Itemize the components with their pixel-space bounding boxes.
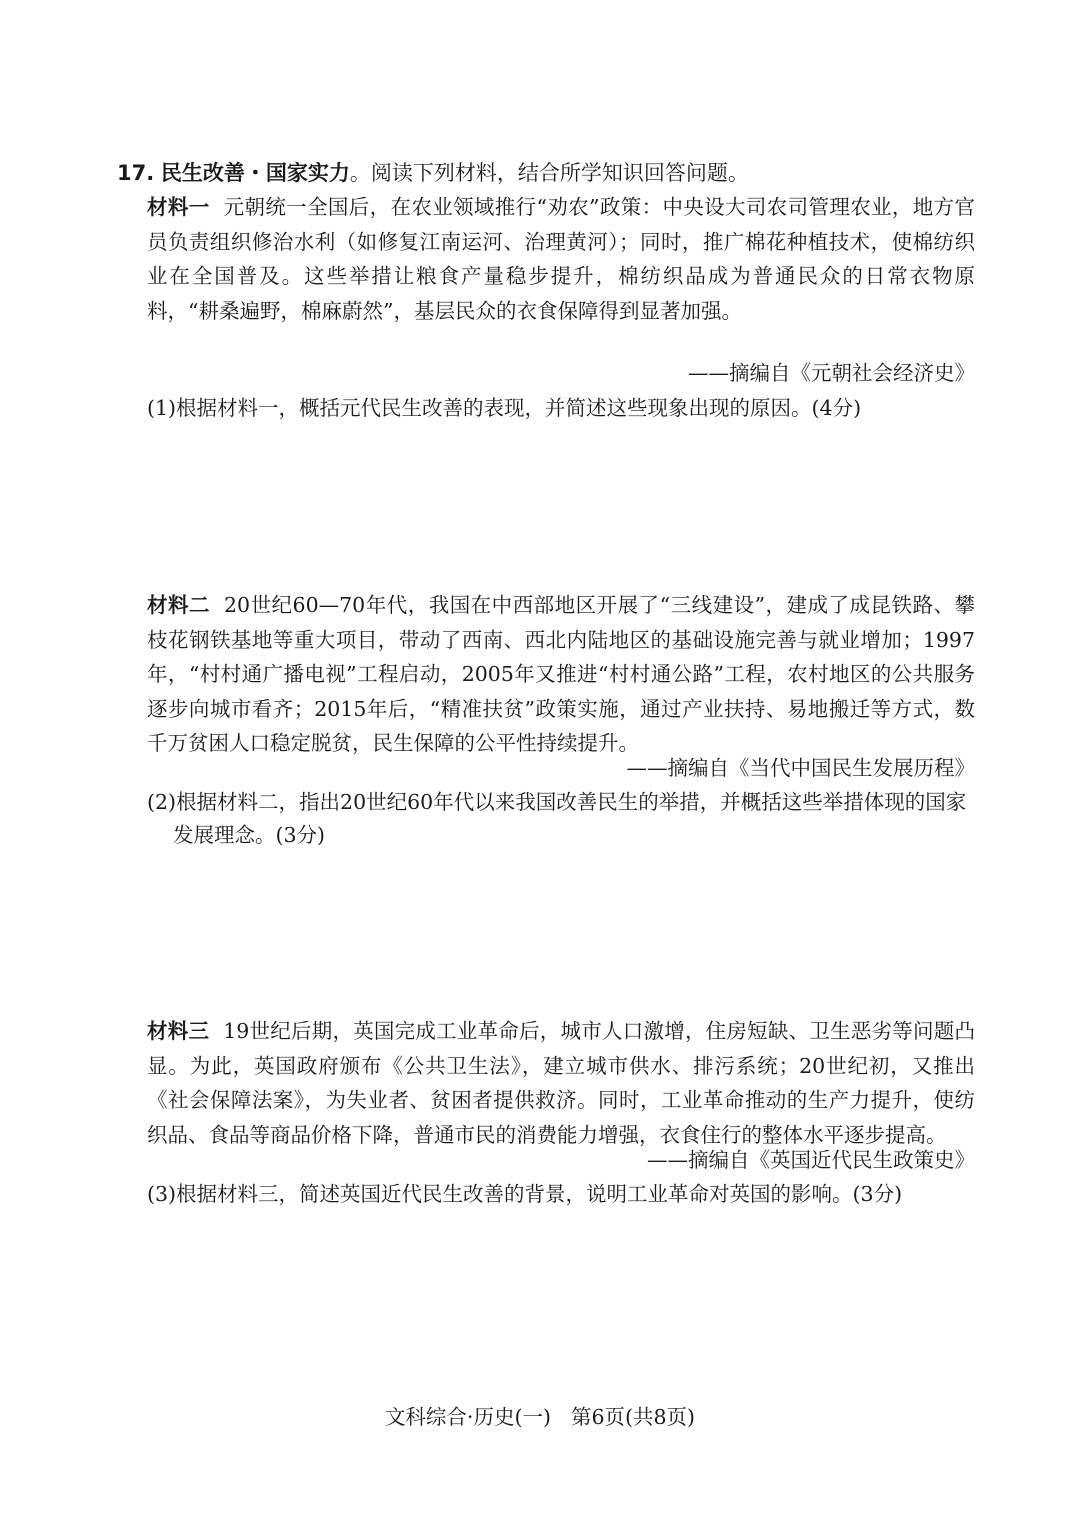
sub-question-1: (1)根据材料一，概括元代民生改善的表现，并简述这些现象出现的原因。(4分): [147, 396, 862, 420]
material-3-source: ——摘编自《英国近代民生政策史》: [647, 1148, 975, 1172]
sub-question-3: (3)根据材料三，简述英国近代民生改善的背景，说明工业革命对英国的影响。(3分): [147, 1182, 903, 1206]
material-1: [147, 190, 975, 328]
material-1-source: ——摘编自《元朝社会经济史》: [688, 361, 975, 385]
footer-subject: 文科综合·历史(一): [384, 1405, 551, 1429]
material-2-source: ——摘编自《当代中国民生发展历程》: [626, 756, 975, 780]
material-label: 材料三: [147, 1019, 210, 1043]
question-header: [117, 158, 1017, 188]
question-topic: 民生改善・国家实力: [160, 161, 350, 185]
footer-page-number: 第6页(共8页): [570, 1405, 696, 1429]
material-text: 19世纪后期，英国完成工业革命后，城市人口激增，住房短缺、卫生恶劣等问题凸显。为此，英国政府颁布《公共卫生法》，建立城市供水、排污系统；20世纪初，又推出《社会保障法案》，为失业者、贫困者提供救济。同时，工业革命推动的生产力提升，使纺织品、食品等商品价格下降，普通市民的消费能力增强，衣食住行的整体水平逐步提高。: [147, 1019, 975, 1147]
material-3: [147, 1014, 975, 1152]
material-text: 20世纪60—70年代，我国在中西部地区开展了“三线建设”，建成了成昆铁路、攀枝花钢铁基地等重大项目，带动了西南、西北内陆地区的基础设施完善与就业增加；1997年，“村村通广播电视”工程启动，2005年又推进“村村通公路”工程，农村地区的公共服务逐步向城市看齐；2015年后，“精准扶贫”政策实施，通过产业扶持、易地搬迁等方式，数千万贫困人口稳定脱贫，民生保障的公平性持续提升。: [147, 593, 975, 755]
material-label: 材料二: [147, 593, 210, 617]
question-number: 17.: [117, 161, 155, 185]
sub-question-2: (2)根据材料二，指出20世纪60年代以来我国改善民生的举措，并概括这些举措体现的国家发展理念。(3分): [147, 790, 967, 847]
page-footer: [0, 1402, 1080, 1432]
material-text: 元朝统一全国后，在农业领域推行“劝农”政策：中央设大司农司管理农业，地方官员负责组织修治水利（如修复江南运河、治理黄河）；同时，推广棉花种植技术，使棉纺织业在全国普及。这些举措让粮食产量稳步提升，棉纺织品成为普通民众的日常衣物原料，“耕桑遍野，棉麻蔚然”，基层民众的衣食保障得到显著加强。: [147, 195, 976, 323]
question-instruction: 。阅读下列材料，结合所学知识回答问题。: [349, 161, 749, 185]
material-2: [147, 588, 975, 761]
material-label: 材料一: [147, 195, 210, 219]
